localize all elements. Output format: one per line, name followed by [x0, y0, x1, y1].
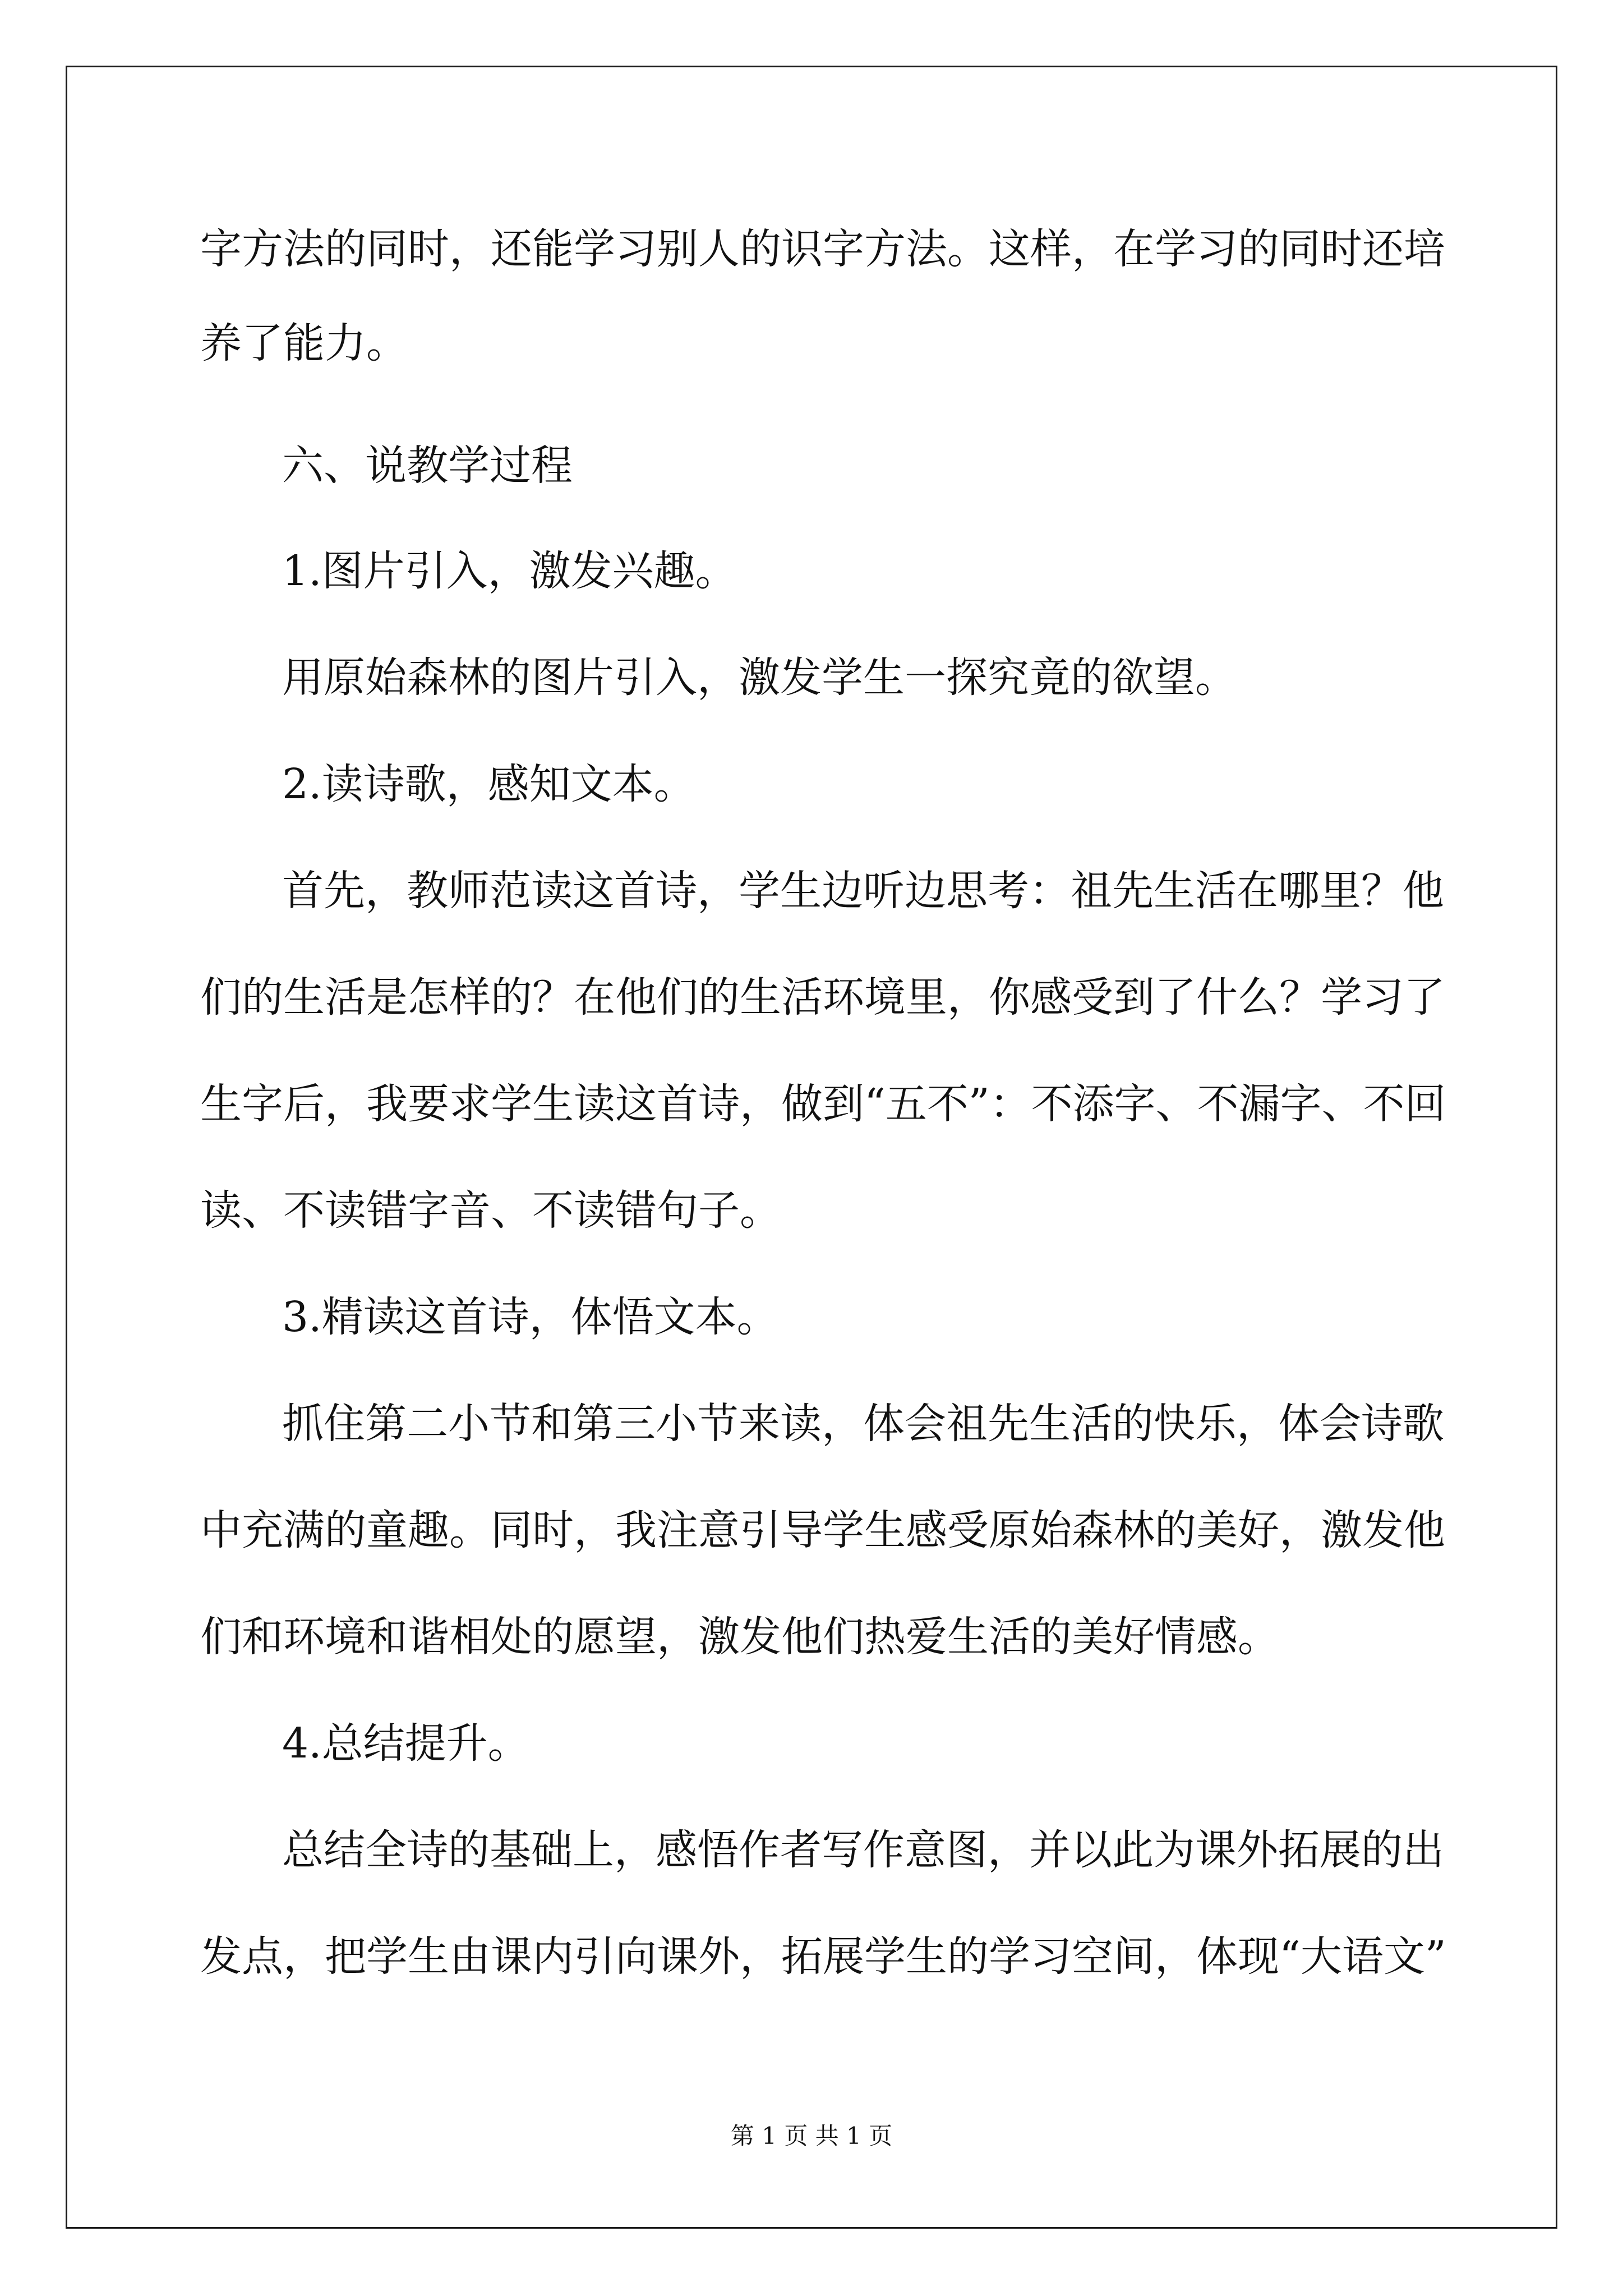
text-line: 中充满的童趣。同时，我注意引导学生感受原始森林的美好，激发他: [200, 1506, 1445, 1554]
page-number-label: 第 1 页 共 1 页: [730, 2122, 893, 2150]
text-line: 发点，把学生由课内引向课外，拓展学生的学习空间，体现“大语文”: [200, 1932, 1446, 1981]
text-line: 们和环境和谐相处的愿望，激发他们热爱生活的美好情感。: [200, 1613, 1279, 1661]
text-line: 生字后，我要求学生读这首诗，做到“五不”：不添字、不漏字、不回: [200, 1080, 1446, 1128]
text-line: 总结全诗的基础上，感悟作者写作意图，并以此为课外拓展的出: [282, 1826, 1444, 1874]
text-line: 用原始森林的图片引入，激发学生一探究竟的欲望。: [282, 654, 1237, 702]
text-line: 读、不读错字音、不读错句子。: [200, 1186, 781, 1235]
text-line: 字方法的同时，还能学习别人的识字方法。这样，在学习的同时还培: [200, 225, 1445, 273]
page-border: [66, 66, 1557, 2229]
step-heading: 2.读诗歌，感知文本。: [282, 760, 695, 808]
step-heading: 3.精读这首诗，体悟文本。: [282, 1293, 778, 1341]
text-line: 首先，教师范读这首诗，学生边听边思考：祖先生活在哪里？他: [282, 867, 1444, 915]
text-line: 们的生活是怎样的？在他们的生活环境里，你感受到了什么？学习了: [200, 973, 1445, 1022]
section-heading: 六、说教学过程: [282, 441, 573, 490]
text-line: 抓住第二小节和第三小节来读，体会祖先生活的快乐，体会诗歌: [282, 1400, 1444, 1448]
page-footer: [0, 2120, 1623, 2152]
step-heading: 4.总结提升。: [282, 1719, 529, 1768]
step-heading: 1.图片引入，激发兴趣。: [282, 547, 737, 595]
text-line: 养了能力。: [200, 319, 408, 367]
